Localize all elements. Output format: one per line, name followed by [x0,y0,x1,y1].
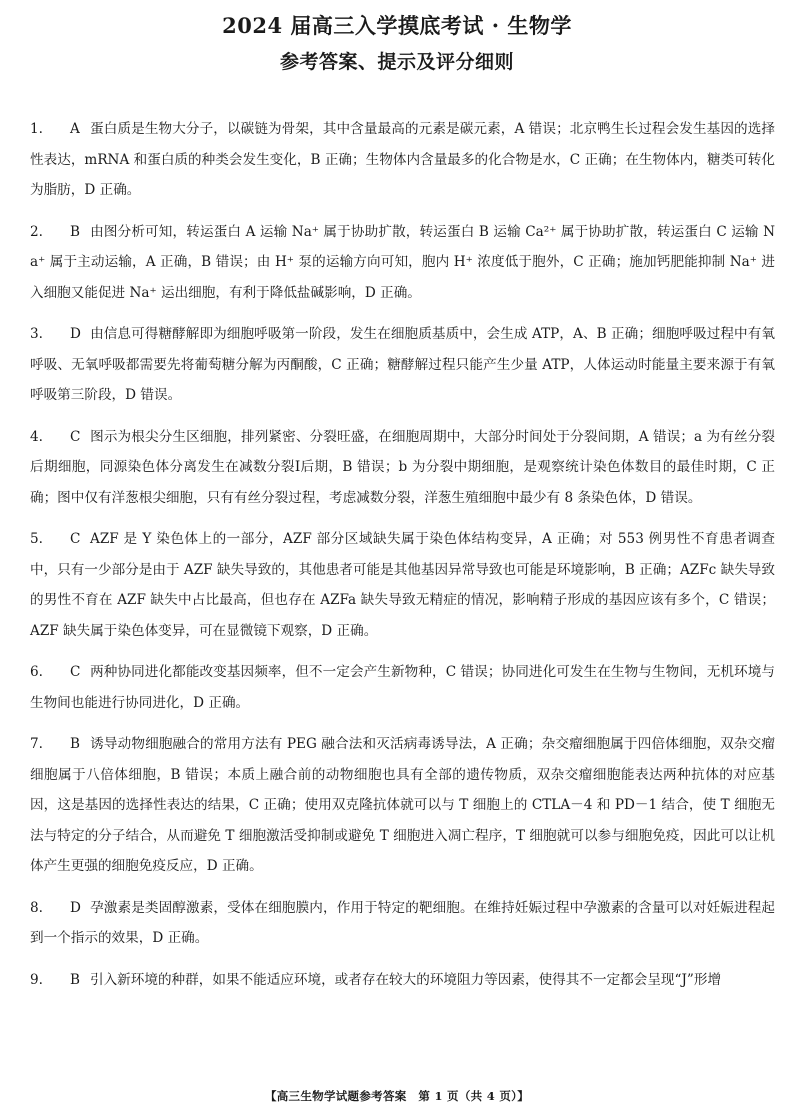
page-title: 2024 届高三入学摸底考试 · 生物学 [222,13,572,38]
explanation-text: 孕激素是类固醇激素，受体在细胞膜内，作用于特定的靶细胞。在维持妊娠过程中孕激素的含量可以对妊娠进程起到一个指示的效果，D 正确。 [30,899,775,946]
answer-item-9 [30,965,775,996]
explanation-text: 诱导动物细胞融合的常用方法有 PEG 融合法和灭活病毒诱导法，A 正确；杂交瘤细胞属于四倍体细胞，双杂交瘤细胞属于八倍体细胞，B 错误；本质上融合前的动物细胞也具有全部的遗传物质，双杂交瘤细胞能表达两种抗体的对应基因，这是基因的选择性表达的结果，C 正确；使用双克隆抗体就可以与 T 细胞上的 CTLA－4 和 PD－1 结合，使 T 细胞无法与特定的分子结合，从而避免 T 细胞激活受抑制或避免 T 细胞进入凋亡程序，T 细胞就可以参与细胞免疫，因此可以让机体产生更强的细胞免疫反应，D 正确。 [30,736,775,874]
question-number: 9. [30,971,43,988]
explanation-text: 两种协同进化都能改变基因频率，但不一定会产生新物种，C 错误；协同进化可发生在生物与生物间，无机环境与生物间也能进行协同进化，D 正确。 [30,664,775,711]
explanation-text: 图示为根尖分生区细胞，排列紧密、分裂旺盛，在细胞周期中，大部分时间处于分裂间期，A 错误；a 为有丝分裂后期细胞，同源染色体分离发生在减数分裂Ⅰ后期，B 错误；b 为分裂中期细胞，是观察统计染色体数目的最佳时期，C 正确；图中仅有洋葱根尖细胞，只有有丝分裂过程，考虑减数分裂，洋葱生殖细胞中最少有 8 条染色体，D 错误。 [30,428,775,506]
explanation-text: 由信息可得糖酵解即为细胞呼吸第一阶段，发生在细胞质基质中，会生成 ATP，A、B 正确；细胞呼吸过程中有氧呼吸、无氧呼吸都需要先将葡萄糖分解为丙酮酸，C 正确；糖酵解过程只能产生少量 ATP，人体运动时能量主要来源于有氧呼吸第三阶段，D 错误。 [30,326,775,403]
answer-list [30,114,775,1006]
answer-item-6 [30,657,775,718]
question-number: 5. [30,531,43,547]
explanation-text: 蛋白质是生物大分子，以碳链为骨架，其中含量最高的元素是碳元素，A 错误；北京鸭生长过程会发生基因的选择性表达，mRNA 和蛋白质的种类会发生变化，B 正确；生物体内含量最多的化合物是水，C 正确；在生物体内，糖类可转化为脂肪，D 正确。 [30,121,775,198]
question-number: 3. [30,326,43,342]
answer-item-7 [30,729,775,882]
answer-key: A [70,121,80,137]
question-number: 1. [30,121,43,137]
answer-item-3 [30,319,775,411]
answer-key: C [70,664,81,680]
answer-key: C [70,428,81,445]
page-footer: 【高三生物学试题参考答案 第 1 页（共 4 页）】 [264,1089,530,1103]
answer-key: D [70,326,81,342]
answer-key: B [70,736,80,752]
answer-key: D [70,899,81,916]
question-number: 7. [30,736,43,752]
answer-item-5 [30,524,775,646]
explanation-text: AZF 是 Y 染色体上的一部分，AZF 部分区域缺失属于染色体结构变异，A 正确；对 553 例男性不育患者调查中，只有一少部分是由于 AZF 缺失导致的，其他患者可能是其他基因异常导致也可能是环境影响，B 正确；AZFc 缺失导致的男性不育在 AZF 缺失中占比最高，但也存在 AZFa 缺失导致无精症的情况，影响精子形成的基因应该有多个，C 错误；AZF 缺失属于染色体变异，可在显微镜下观察，D 正确。 [30,531,775,639]
answer-item-2 [30,217,775,309]
explanation-text: 由图分析可知，转运蛋白 A 运输 Na⁺ 属于协助扩散，转运蛋白 B 运输 Ca²⁺ 属于协助扩散，转运蛋白 C 运输 Na⁺ 属于主动运输，A 正确，B 错误；由 H⁺ 泵的运输方向可知，胞内 H⁺ 浓度低于胞外，C 正确；施加钙肥能抑制 Na⁺ 进入细胞又能促进 Na⁺ 运出细胞，有利于降低盐碱影响，D 正确。 [30,223,775,301]
answer-key: B [70,223,80,240]
question-number: 4. [30,428,43,445]
page-subtitle: 参考答案、提示及评分细则 [279,51,514,73]
answer-key: B [70,971,80,988]
answer-item-4 [30,422,775,514]
question-number: 2. [30,223,43,240]
explanation-text: 引入新环境的种群，如果不能适应环境，或者存在较大的环境阻力等因素，使得其不一定都会呈现“J”形增 [90,971,722,988]
answer-key: C [70,531,81,547]
question-number: 8. [30,899,43,916]
answer-item-1 [30,114,775,206]
answer-item-8 [30,893,775,954]
question-number: 6. [30,664,43,680]
